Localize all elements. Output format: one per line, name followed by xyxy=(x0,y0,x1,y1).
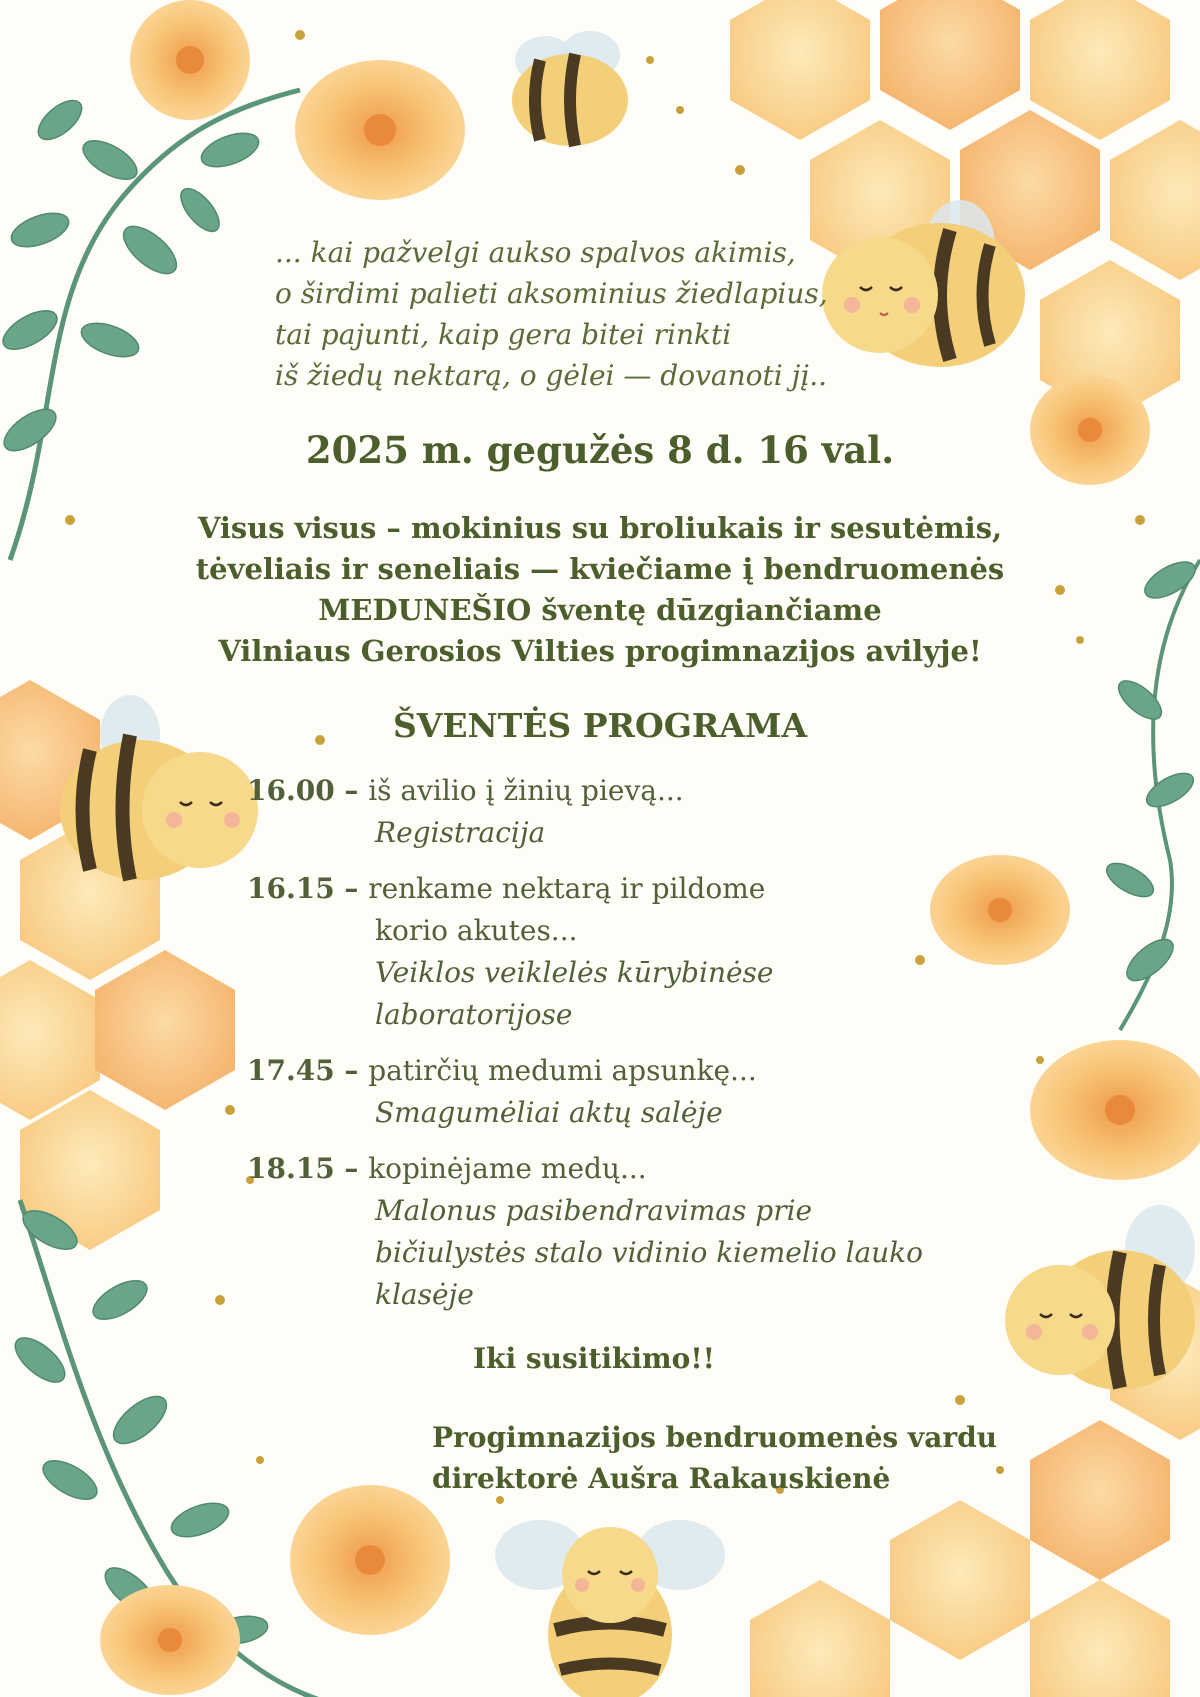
schedule-title: renkame nektarą ir pildome xyxy=(368,872,766,905)
schedule-time: 17.45 xyxy=(247,1054,335,1087)
invite-line: Vilniaus Gerosios Vilties progimnazijos avilyje! xyxy=(218,634,982,668)
event-date: 2025 m. gegužės 8 d. 16 val. xyxy=(305,428,895,472)
schedule-title: kopinėjame medų... xyxy=(368,1152,647,1185)
program-schedule xyxy=(247,770,967,1330)
signature xyxy=(432,1417,997,1499)
signature-line: Progimnazijos bendruomenės vardu xyxy=(432,1421,998,1454)
schedule-title: patirčių medumi apsunkę... xyxy=(368,1054,757,1087)
schedule-item: 16.00 – iš avilio į žinių pievą... Registracija xyxy=(247,770,967,854)
schedule-detail: Registracija xyxy=(375,816,546,849)
schedule-detail: Smagumėliai aktų salėje xyxy=(375,1096,723,1129)
closing-greeting: Iki susitikimo!! xyxy=(473,1342,715,1375)
schedule-item: 18.15 – kopinėjame medų... Malonus pasibendravimas prie bičiulystės stalo vidinio kiemelio lauko klasėje xyxy=(247,1148,967,1316)
invite-line: tėveliais ir seneliais — kviečiame į bendruomenės xyxy=(195,552,1005,586)
poem-line: tai pajunti, kaip gera bitei rinkti xyxy=(275,318,732,351)
poem xyxy=(275,232,875,396)
schedule-time: 16.15 xyxy=(247,872,335,905)
schedule-detail: Veiklos veiklelės kūrybinėse xyxy=(375,956,774,989)
schedule-item: 17.45 – patirčių medumi apsunkę... Smagumėliai aktų salėje xyxy=(247,1050,967,1134)
schedule-time: 16.00 xyxy=(247,774,335,807)
schedule-title-cont: korio akutes... xyxy=(375,914,578,947)
poem-line: iš žiedų nektarą, o gėlei — dovanoti jį.. xyxy=(275,359,828,392)
schedule-time: 18.15 xyxy=(247,1152,335,1185)
schedule-detail: klasėje xyxy=(375,1278,474,1311)
schedule-detail: bičiulystės stalo vidinio kiemelio lauko xyxy=(375,1236,923,1269)
schedule-detail: Malonus pasibendravimas prie xyxy=(375,1194,813,1227)
poem-line: o širdimi palieti aksominius žiedlapius, xyxy=(275,277,828,310)
signature-line: direktorė Aušra Rakauskienė xyxy=(432,1462,891,1495)
invitation-message xyxy=(150,508,1050,672)
schedule-title: iš avilio į žinių pievą... xyxy=(368,774,684,807)
schedule-detail: laboratorijose xyxy=(375,998,573,1031)
program-title: ŠVENTĖS PROGRAMA xyxy=(392,706,808,745)
invite-line: Visus visus – mokinius su broliukais ir sesutėmis, xyxy=(197,511,1003,545)
invite-line: MEDUNEŠIO šventę dūzgiančiame xyxy=(318,593,882,627)
poem-line: ... kai pažvelgi aukso spalvos akimis, xyxy=(275,236,796,269)
schedule-item: 16.15 – renkame nektarą ir pildome korio akutes... Veiklos veiklelės kūrybinėse laboratorijose xyxy=(247,868,967,1036)
